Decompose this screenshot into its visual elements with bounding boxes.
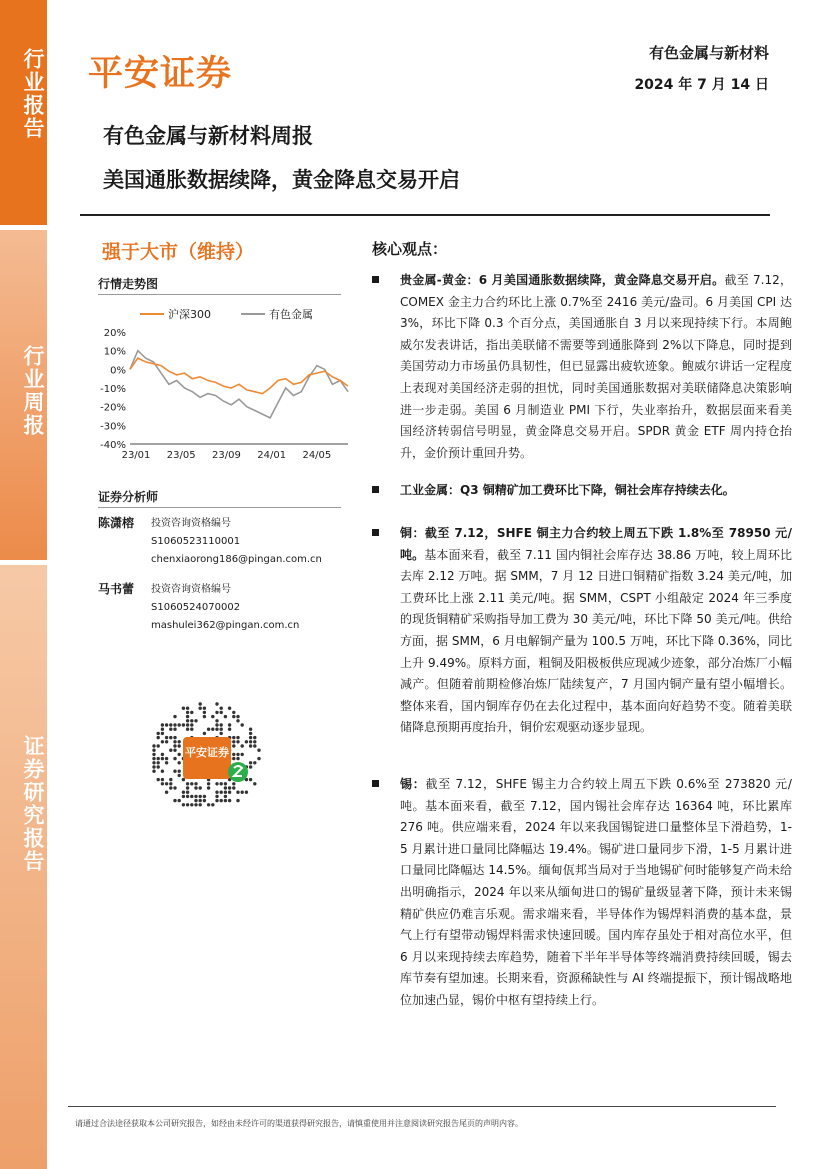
y-tick-label: -40%	[100, 440, 126, 451]
analyst-license-label: 投资咨询资格编号	[151, 584, 231, 595]
trend-divider	[98, 294, 341, 295]
y-tick-label: 20%	[103, 328, 126, 339]
analyst-email[interactable]: chenxiaorong186@pingan.com.cn	[151, 554, 322, 565]
footer-disclaimer: 请通过合法途径获取本公司研究报告，如经由未经许可的渠道获得研究报告，请慎重使用并注意阅读研究报告尾页的声明内容。	[75, 1119, 523, 1128]
bullet-body: 截至 7.12，COMEX 金主力合约环比上涨 0.7%至 2416 美元/盎司。6 月美国 CPI 达 3%，环比下降 0.3 个百分点，美国通胀自 3 月以来现持续下行。本周鲍威尔发表讲话，指出美联储不需要等到通胀降到 2%以下降息，同时提到美国劳动力市场虽仍具韧性，但已显露出疲软迹象。鲍威尔讲话一定程度上表现对美国经济走弱的担忧，同时美国通胀数据对美联储降息决策影响进一步走弱。美国 6 月制造业 PMI 下行，失业率抬升，数据层面来看美国经济转弱信号明显，黄金降息交易开启。SPDR 黄金 ETF 周内持仓抬升，金价预计重回升势。	[400, 273, 792, 460]
rating: 强于大市（维持）	[102, 241, 255, 263]
report-subtitle: 美国通胀数据续降，黄金降息交易开启	[103, 168, 460, 192]
qr-brand-label: 平安证券	[185, 746, 229, 759]
bullet-lead: 贵金属-黄金：6 月美国通胀数据续降，黄金降息交易开启。	[400, 273, 725, 287]
x-tick-label: 23/05	[166, 450, 196, 461]
analyst-info	[151, 581, 351, 635]
bullet-lead: 工业金属：Q3 铜精矿加工费环比下降，铜社会库存持续去化。	[400, 483, 735, 497]
sidebar-label-securities-research: 证券研究报告	[21, 735, 45, 873]
legend-label: 有色金属	[269, 308, 313, 321]
company-logo: 平安证券	[88, 54, 233, 94]
sidebar-label-weekly: 行业周报	[21, 345, 45, 437]
analyst-heading: 证券分析师	[98, 490, 159, 504]
report-date: 2024 年 7 月 14 日	[634, 77, 769, 93]
bullet-industrial-metals	[372, 480, 792, 504]
bullet-body: 截至 7.12，SHFE 锡主力合约较上周五下跌 0.6%至 273820 元/吨。基本面来看，截至 7.12，国内锡社会库存达 16364 吨，环比累库 276 吨。供应端来看，2024 年以来我国锡锭进口量整体呈下滑趋势，1-5 月累计进口量同比降幅达 19.4%。锡矿进口量同步下滑，1-5 月累计进口量同比降幅达 14.5%。缅甸佤邦当局对于当地锡矿何时能够复产尚未给出明确指示，2024 年以来从缅甸进口的锡矿量级显著下降，预计未来锡精矿供应仍难言乐观。需求端来看，半导体作为锡焊料消费的基本盘，景气上行有望带动锡焊料需求快速回暖。国内库存虽处于相对高位水平，但 6 月以来现持续去库趋势，随着下半年半导体等终端消费持续回暖，锡去库节奏有望加速。长期来看，资源稀缺性与 AI 终端提振下，预计锡战略地位加速凸显，锡价中枢有望持续上行。	[400, 777, 792, 1007]
bullet-body: 基本面来看，截至 7.11 国内铜社会库存达 38.86 万吨，较上周环比去库 2.12 万吨。据 SMM，7 月 12 日进口铜精矿指数 3.24 美元/吨，加工费环比上涨 2.11 美元/吨。据 SMM，CSPT 小组敲定 2024 年三季度的现货铜精矿采购指导加工费为 30 美元/吨，环比下降 50 美元/吨。供给方面，据 SMM，6 月电解铜产量为 100.5 万吨，环比下降 0.36%，同比上升 9.49%。原料方面，粗铜及阳极板供应现减少迹象，部分冶炼厂小幅减产。但随着前期检修冶炼厂陆续复产，7 月国内铜产量有望小幅增长。整体来看，国内铜库存仍在去化过程中，基本面向好趋势不变。随着美联储降息预期再度抬升，铜价宏观驱动逐步显现。	[400, 547, 792, 735]
analyst-info	[151, 515, 351, 569]
trend-heading: 行情走势图	[98, 277, 159, 291]
bullet-gold	[372, 270, 792, 460]
footer-divider	[68, 1106, 776, 1107]
y-tick-label: -30%	[100, 421, 126, 433]
qr-code-icon[interactable]	[150, 700, 264, 814]
x-tick-label: 24/05	[302, 450, 332, 461]
x-tick-label: 24/01	[257, 450, 287, 461]
bullet-marker	[372, 486, 379, 493]
bullet-marker	[372, 529, 379, 536]
analyst-license: S1060523110001	[151, 536, 241, 547]
legend-label: 沪深300	[168, 308, 211, 321]
core-points-heading: 核心观点：	[372, 240, 448, 258]
y-tick-label: 10%	[103, 346, 126, 358]
bullet-copper	[372, 523, 792, 753]
bullet-marker	[372, 276, 379, 283]
sidebar	[0, 0, 47, 1169]
header-meta	[634, 42, 769, 94]
y-tick-label: -20%	[100, 402, 126, 414]
title-divider	[80, 214, 770, 216]
analyst-name: 马书蕾	[98, 582, 135, 596]
report-category: 有色金属与新材料	[648, 44, 769, 62]
analyst-license-label: 投资咨询资格编号	[151, 518, 231, 529]
bullet-marker	[372, 780, 379, 787]
x-tick-label: 23/01	[121, 450, 151, 461]
analyst-name: 陈潇榕	[98, 516, 135, 530]
y-tick-label: -10%	[100, 384, 126, 395]
x-tick-label: 23/09	[212, 450, 241, 461]
analyst-divider	[98, 507, 341, 508]
trend-chart	[96, 300, 352, 470]
report-title: 有色金属与新材料周报	[103, 124, 313, 148]
bullet-tin	[372, 774, 792, 1007]
analyst-email[interactable]: mashulei362@pingan.com.cn	[151, 620, 300, 631]
sidebar-label-industry-report: 行业报告	[21, 48, 45, 140]
bullet-lead: 铜：截至 7.12，SHFE 铜主力合约较上周五下跌 1.8%至 78950 元/吨。	[400, 526, 792, 562]
bullet-lead: 锡：	[400, 777, 426, 791]
analyst-license: S1060524070002	[151, 602, 241, 613]
y-tick-label: 0%	[110, 365, 126, 377]
